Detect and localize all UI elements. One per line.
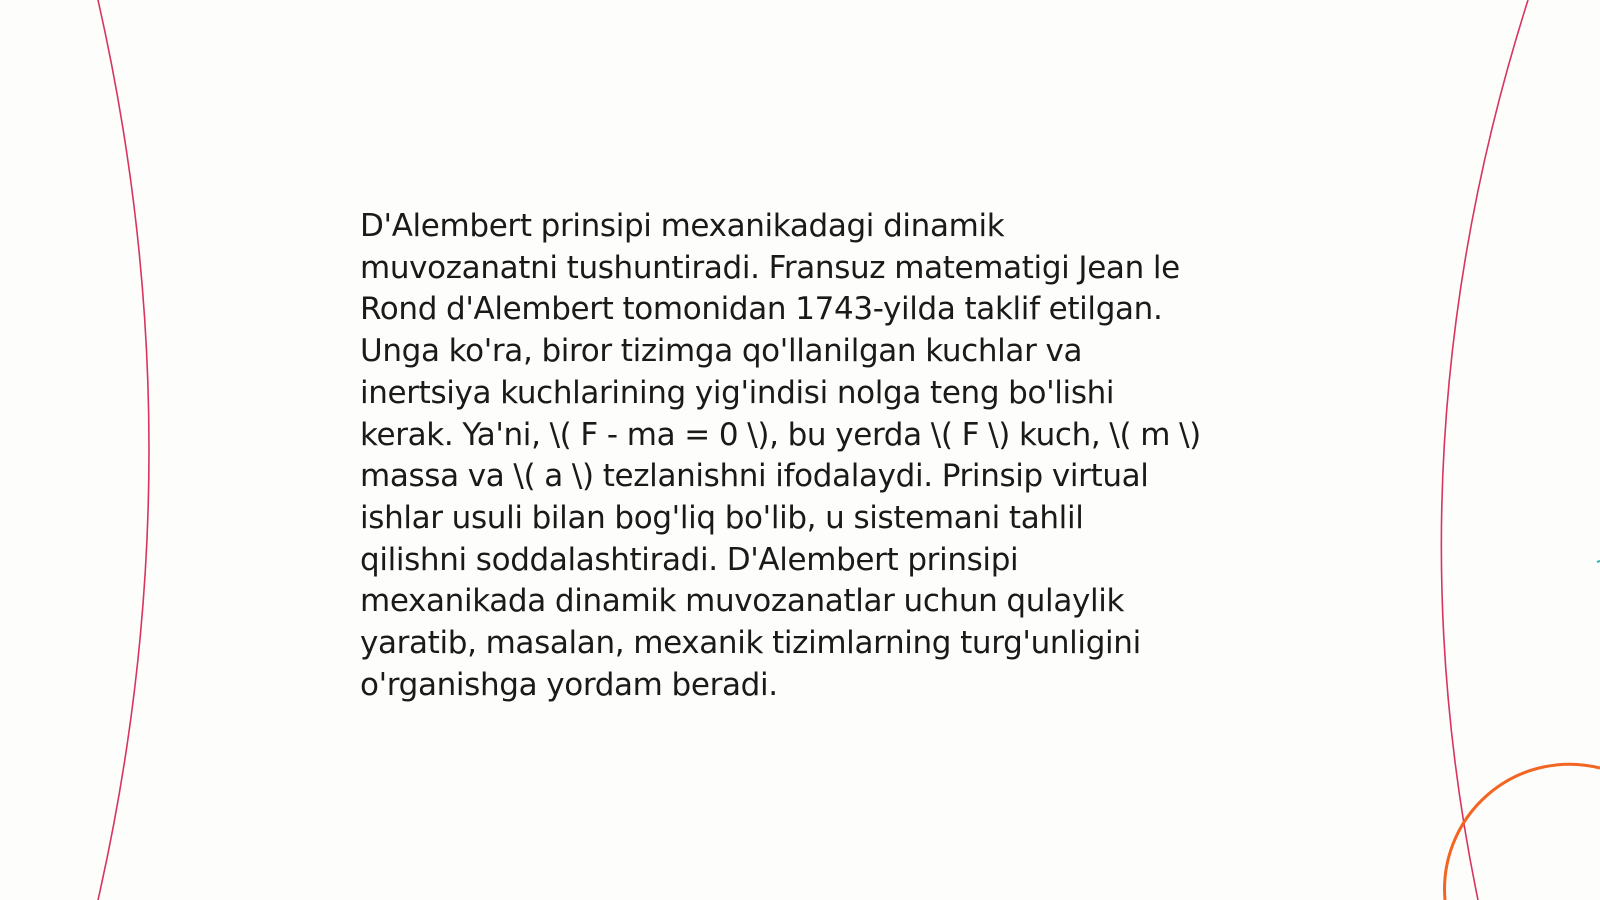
- paragraph-line: massa va \( a \) tezlanishni ifodalaydi. Prinsip virtual: [360, 458, 1149, 495]
- paragraph-line: D'Alembert prinsipi mexanikadagi dinamik: [360, 208, 1005, 244]
- right-arc: [1441, 0, 1528, 900]
- left-arc: [98, 0, 149, 900]
- paragraph-line: yaratib, masalan, mexanik tizimlarning turg'unligini: [360, 625, 1141, 662]
- paragraph-line: Rond d'Alembert tomonidan 1743-yilda taklif etilgan.: [360, 291, 1163, 328]
- paragraph-line: Unga ko'ra, biror tizimga qo'llanilgan kuchlar va: [360, 333, 1083, 370]
- paragraph-line: inertsiya kuchlarining yig'indisi nolga teng bo'lishi: [360, 374, 1115, 411]
- paragraph-line: kerak. Ya'ni, \( F - ma = 0 \), bu yerda \( F \) kuch, \( m \): [360, 416, 1201, 453]
- paragraph-line: o'rganishga yordam beradi.: [360, 666, 778, 703]
- paragraph-line: qilishni soddalashtiradi. D'Alembert prinsipi: [360, 541, 1019, 578]
- body-paragraph: [360, 206, 1260, 706]
- paragraph-line: muvozanatni tushuntiradi. Fransuz matematigi Jean le: [360, 249, 1180, 286]
- orange-arc: [1445, 764, 1600, 900]
- paragraph-line: mexanikada dinamik muvozanatlar uchun qulaylik: [360, 583, 1125, 620]
- paragraph-line: ishlar usuli bilan bog'liq bo'lib, u sistemani tahlil: [360, 499, 1084, 536]
